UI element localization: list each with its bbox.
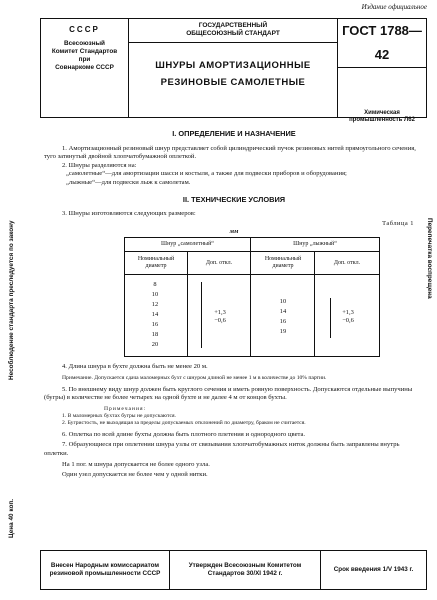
table-cell: 18: [151, 330, 159, 338]
reprint-notice-vertical: Перепечатка воспрещена: [426, 218, 433, 299]
table-cell: +1,3: [214, 308, 226, 316]
table-cell: 14: [151, 310, 159, 318]
paragraph: 5. По внешнему виду шнур должен быть круглого сечения и иметь ровную поверхность. Допускаются отдельные выпучины (бугры) в количестве не более четырех на одной бухте и не далее 4 м от концов бухты.: [44, 385, 413, 402]
tolerance-bracket: [201, 282, 202, 348]
table-divider: [187, 252, 188, 356]
table-caption: Таблица 1: [382, 219, 414, 227]
table-divider: [250, 238, 251, 356]
standard-type: ГОСУДАРСТВЕННЫЙ ОБЩЕСОЮЗНЫЙ СТАНДАРТ: [129, 19, 337, 43]
table-cell: −0,6: [214, 316, 226, 324]
note: Примечание. Допускается сдача маломерных бухт с шнуром длиной не менее 1 м в количестве до 10% партии.: [62, 374, 327, 381]
note: 2. Бугристость, не выходящая за пределы допускаемых отклонений по диаметру, браком не считается.: [62, 419, 306, 426]
table-cell: 8: [153, 280, 157, 288]
paragraph: На 1 пог. м шнура допускается не более одного узла.: [62, 460, 210, 468]
paragraph: 2. Шнуры разделяются на:: [62, 161, 137, 169]
paragraph: „лыжные“—для подвески лыж к самолетам.: [66, 178, 191, 186]
ussr-label: СССР: [69, 25, 100, 34]
table-divider: [125, 251, 379, 252]
table-cell: 16: [279, 317, 287, 325]
table-cell: 14: [279, 307, 287, 315]
industry-group: Химическая промышленность Л62: [349, 110, 415, 123]
paragraph: 4. Длина шнура в бухте должна быть не менее 20 м.: [62, 362, 208, 370]
column-header: Доп. откл.: [333, 259, 361, 266]
header-block: [40, 18, 427, 123]
table-cell: 12: [151, 300, 159, 308]
table-header-right: Шнур „лыжный“: [293, 240, 337, 247]
document-body: [44, 122, 424, 480]
issuer-cell: [41, 19, 129, 117]
legal-notice-vertical: Несоблюдение стандарта преследуется по закону: [8, 220, 15, 380]
edition-label: Издание официальное: [361, 3, 427, 11]
paragraph: 3. Шнуры изготовляются следующих размеров:: [62, 210, 196, 218]
column-header: Номинальный диаметр: [264, 255, 302, 269]
column-header: Номинальный диаметр: [137, 255, 175, 269]
footer-introduced: Внесен Народным комиссариатом резиновой промышленности СССР: [41, 551, 170, 589]
tolerance-bracket: [330, 298, 331, 338]
paragraph: Один узел допускается не более чем у одной нитки.: [62, 471, 208, 479]
table-cell: 10: [151, 290, 159, 298]
notes-heading: Примечания:: [104, 405, 147, 412]
footer-approved: Утвержден Всесоюзным Комитетом Стандартов 30/XI 1942 г.: [170, 551, 321, 589]
footer-effective: Срок введения 1/V 1943 г.: [333, 566, 414, 573]
document-title: ШНУРЫ АМОРТИЗАЦИОННЫЕ РЕЗИНОВЫЕ САМОЛЕТНЫЕ: [155, 60, 311, 88]
section-heading: I. ОПРЕДЕЛЕНИЕ И НАЗНАЧЕНИЕ: [172, 129, 296, 138]
sizes-table: [124, 237, 380, 357]
footer-block: [40, 550, 427, 590]
table-divider: [314, 252, 315, 356]
table-cell: 20: [151, 340, 159, 348]
paragraph: 7. Образующиеся при оплетении шнура узлы от связывания хлопчатобумажных ниток должны быть заправлены внутрь оплетки.: [44, 441, 400, 457]
table-cell: 19: [279, 327, 287, 335]
gost-number: ГОСТ 1788—42: [338, 19, 426, 68]
table-cell: +1,3: [342, 308, 354, 316]
paragraph: 1. Амортизационный резиновый шнур представляет собой цилиндрический пучок резиновых нитей прямоугольного сечения, туго затянутый двойной хлопчатобумажной оплеткой.: [44, 144, 416, 161]
paragraph: 6. Оплетка по всей длине бухты должна быть плотного плетения и однородного цвета.: [62, 430, 306, 438]
section-heading: II. ТЕХНИЧЕСКИЕ УСЛОВИЯ: [182, 194, 286, 204]
price-vertical: Цена 40 коп.: [8, 498, 15, 538]
note: 1. В маломерных бухтах бугры не допускаются.: [62, 412, 176, 419]
issuer-name: Всесоюзный Комитет Стандартов при Совнаркоме СССР: [51, 40, 118, 71]
table-header-left: Шнур „самолетный“: [161, 240, 214, 247]
gost-cell: [338, 19, 426, 123]
title-cell: [129, 19, 338, 117]
paragraph: „самолетные“—для амортизации шасси и костыля, а также для подвески приборов и оборудования;: [66, 170, 347, 178]
column-header: Доп. откл.: [205, 259, 233, 266]
table-cell: 16: [151, 320, 159, 328]
table-cell: 10: [279, 297, 287, 305]
table-cell: −0,6: [342, 316, 354, 324]
table-divider: [125, 274, 379, 275]
table-unit: мм: [229, 228, 239, 236]
